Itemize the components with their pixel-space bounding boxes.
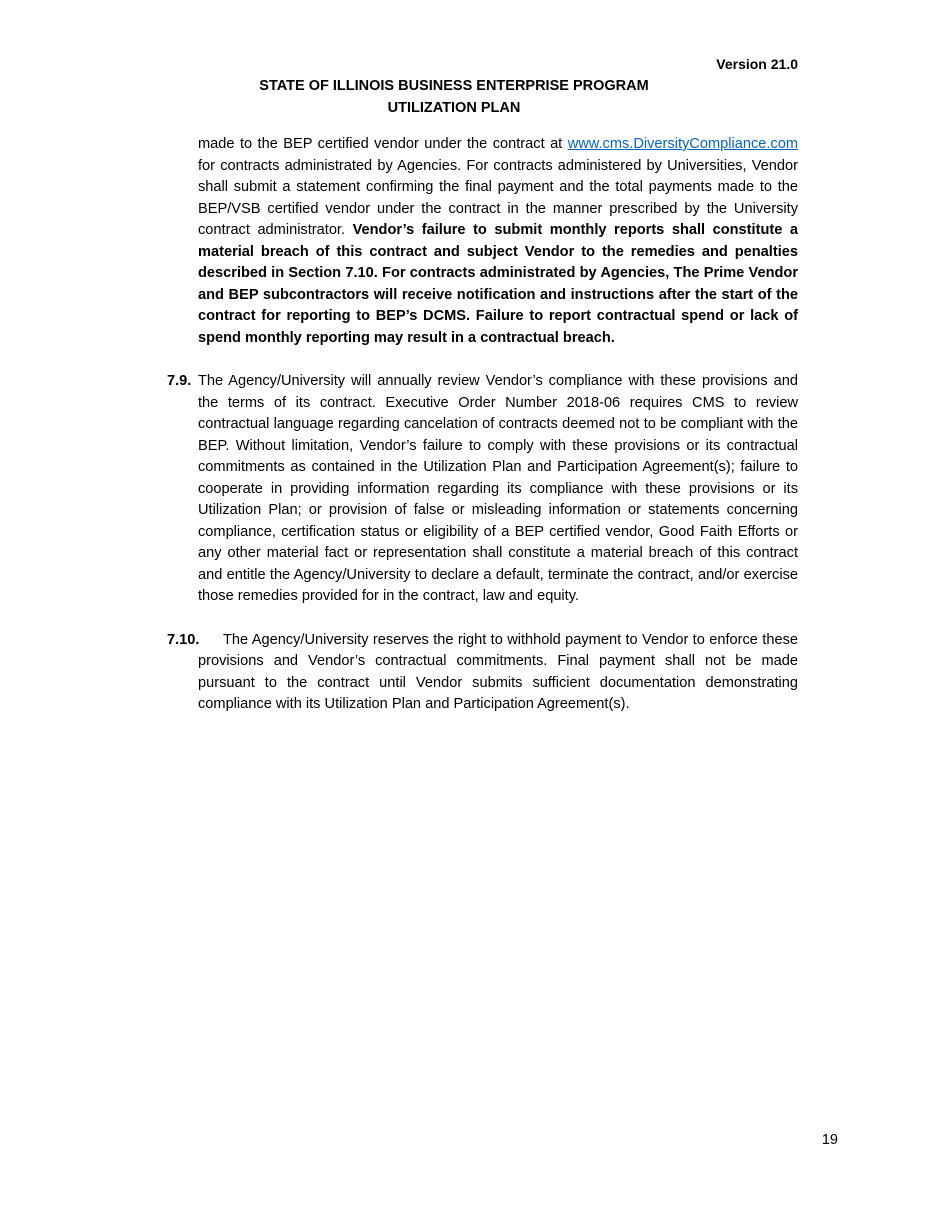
- section-text: The Agency/University will annually review Vendor’s compliance with these provisions and the terms of its contract. Executive Order Number 2018-06 requires CMS to review contractual language regarding cancelation of contracts deemed not to be compliant with the BEP. Without limitation, Vendor’s failure to comply with these provisions or its contractual commitments as contained in the Utilization Plan and Participation Agreement(s); failure to cooperate in providing information regarding its compliance with these provisions or its Utilization Plan; or provision of false or misleading information or statements concerning compliance, certification status or eligibility of a BEP certified vendor, Good Faith Efforts or any other material fact or representation shall constitute a material breach of this contract and entitle the Agency/University to declare a default, terminate the contract, and/or exercise those remedies provided for in the contract, law and equity.: [198, 373, 798, 604]
- section-7-10: [167, 630, 798, 716]
- continuation-text-a: made to the BEP certified vendor under the contract at: [198, 136, 568, 152]
- page-number: 19: [821, 1132, 838, 1148]
- continuation-bold-text: Vendor’s failure to submit monthly reports shall constitute a material breach of this contract and subject Vendor to the remedies and penalties described in Section 7.10. For contracts administrated by Agencies, The Prime Vendor and BEP subcontractors will receive notification and instructions after the start of the contract for reporting to BEP’s DCMS. Failure to report contractual spend or lack of spend monthly reporting may result in a contractual breach.: [198, 222, 798, 346]
- document-title: [198, 76, 710, 119]
- diversity-compliance-link[interactable]: www.cms.DiversityCompliance.com: [567, 136, 798, 152]
- continuation-text-b: for contracts administrated by Agencies. For contracts administered by Universities, Vendor shall submit a statement confirming the final payment and the total payments made to the BEP/VSB certified vendor under the contract in the manner prescribed by the University contract administrator.: [198, 157, 798, 238]
- section-number: 7.10.: [167, 631, 200, 648]
- document-body: [167, 134, 798, 716]
- section-7-9: [167, 371, 798, 608]
- document-title-line-2: UTILIZATION PLAN: [387, 99, 521, 116]
- document-version: Version 21.0: [716, 56, 798, 72]
- continuation-paragraph: [198, 134, 798, 349]
- document-title-line-1: STATE OF ILLINOIS BUSINESS ENTERPRISE PROGRAM: [259, 78, 649, 94]
- section-number: 7.9.: [167, 373, 192, 389]
- section-text: The Agency/University reserves the right to withhold payment to Vendor to enforce these provisions and Vendor’s contractual commitments. Final payment shall not be made pursuant to the contract until Vendor submits sufficient documentation demonstrating compliance with its Utilization Plan and Participation Agreement(s).: [198, 631, 798, 712]
